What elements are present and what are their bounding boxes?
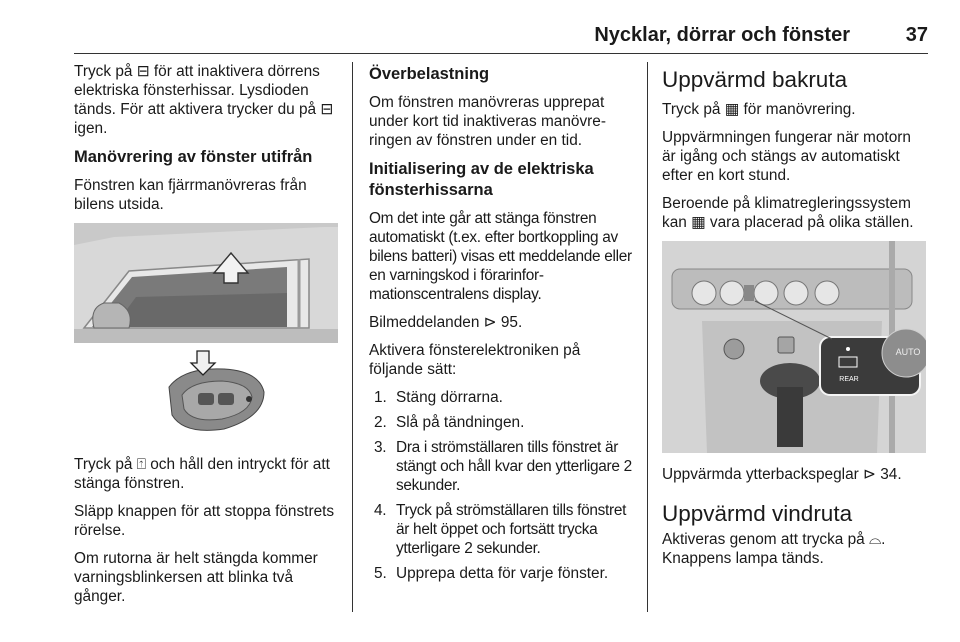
column-3 (662, 62, 928, 577)
cross-reference: Uppvärmda ytterbackspeglar ⊳ 34. (662, 466, 902, 483)
paragraph: Aktiveras genom att trycka på ⌓. Knappens lampa tänds. (662, 531, 886, 567)
list-item: 4. Tryck på strömställaren tills fönstret är helt öppet och fortsätt trycka ytterligare 2 sekunder. (374, 502, 627, 557)
paragraph: Om det inte går att stänga fönstren automatiskt (t.ex. efter bortkoppling av bilens batteri) visas ett meddelande eller en varningskod i förarinformationscentralens display. (369, 210, 632, 303)
paragraph: Tryck på ⊟ för att inaktivera dörrens elektriska fönsterhissar. Lysdioden tänds. För att aktivera trycker du på ⊟ igen. (74, 63, 334, 137)
list-item: 2. Slå på tändningen. (374, 414, 525, 431)
list-item: 5. Upprepa detta för varje fönster. (374, 565, 609, 582)
steps-list (369, 388, 635, 583)
section-heading: Manövrering av fönster utifrån (74, 148, 313, 166)
rear-label: REAR (839, 376, 859, 383)
section-heading: Uppvärmd vindruta (662, 501, 853, 526)
key-fob-illustration (74, 347, 338, 443)
column-divider (352, 62, 353, 612)
cross-reference: Bilmeddelanden ⊳ 95. (369, 314, 523, 331)
page-number: 37 (905, 24, 928, 46)
auto-label: AUTO (895, 347, 921, 357)
paragraph: Uppvärmningen fungerar när motorn är igång och stängs av automatiskt efter en kort stund. (662, 129, 911, 184)
chapter-title: Nycklar, dörrar och fönster (594, 24, 850, 46)
section-heading: Uppvärmd bakruta (662, 67, 848, 92)
dashboard-drawing (662, 241, 926, 453)
car-window-illustration (74, 223, 338, 343)
column-2 (369, 62, 635, 589)
list-item: 3. Dra i strömställaren tills fönstret är stängt och håll kvar den ytterligare 2 sekunder. (374, 439, 632, 494)
column-1 (74, 62, 344, 615)
paragraph: Fönstren kan fjärrmanövreras från bilens utsida. (74, 177, 307, 213)
paragraph: Beroende på klimatregleringssystem kan ▦ vara placerad på olika ställen. (662, 195, 914, 231)
list-item: 1. Stäng dörrarna. (374, 389, 503, 406)
column-divider (647, 62, 648, 612)
paragraph: Släpp knappen för att stoppa fönstrets rörelse. (74, 503, 335, 539)
key-fob-drawing (74, 347, 338, 443)
car-window-drawing (74, 223, 338, 343)
paragraph: Aktivera fönsterelektroniken på följande sätt: (369, 342, 581, 378)
paragraph: Tryck på ▦ för manövrering. (662, 101, 856, 118)
paragraph: Om rutorna är helt stängda kommer varningsblinkersen att blinka två gånger. (74, 550, 318, 605)
section-heading: Initialisering av de elektriska fönsterhissarna (369, 160, 594, 199)
dashboard-illustration (662, 241, 926, 453)
paragraph: Om fönstren manövreras upprepat under kort tid inaktiveras manövreringen av fönstren under en tid. (369, 94, 606, 149)
section-heading: Överbelastning (369, 65, 490, 83)
page-header (74, 24, 928, 54)
paragraph: Tryck på ⍐ och håll den intryckt för att stänga fönstren. (74, 456, 330, 492)
